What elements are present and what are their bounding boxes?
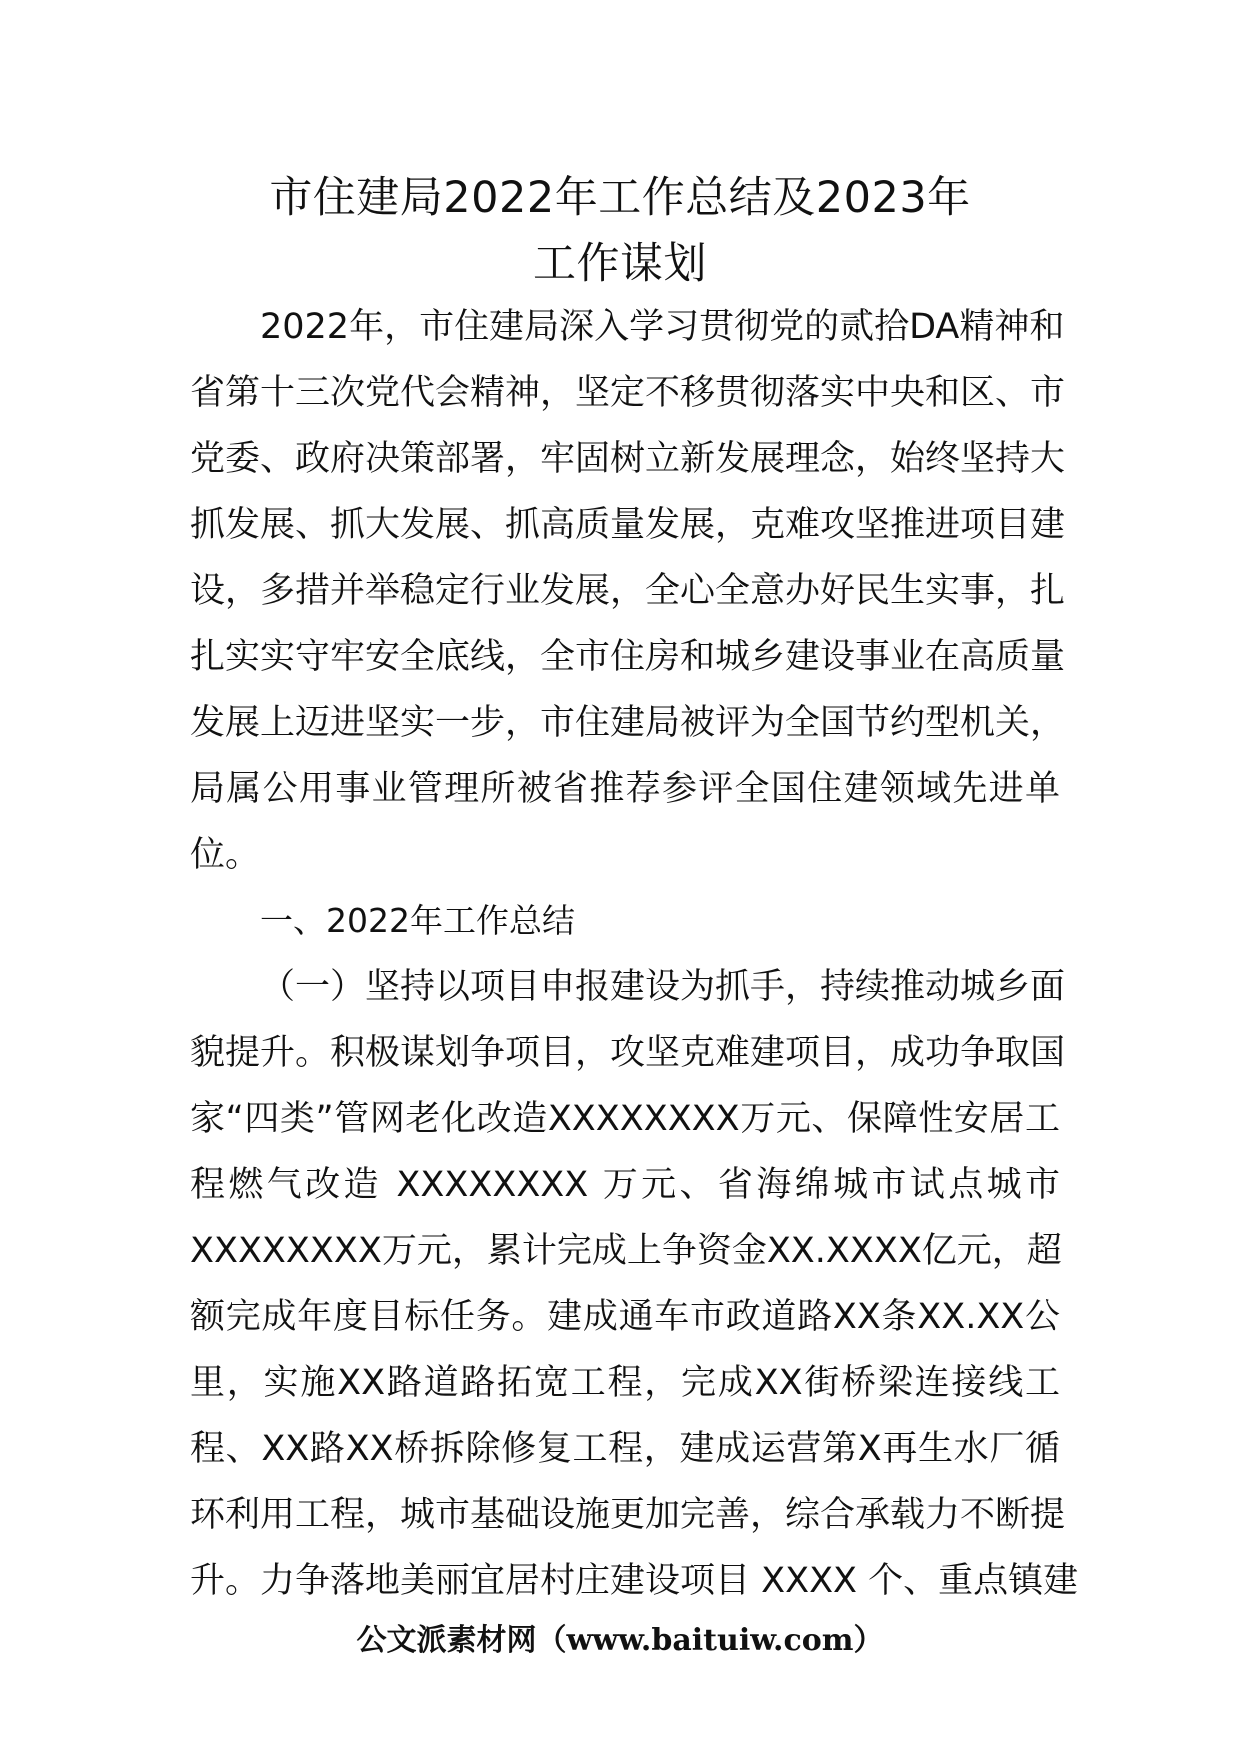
document-title-line-1: 市住建局2022年工作总结及2023年 xyxy=(269,173,971,223)
intro-line: 党委、政府决策部署，牢固树立新发展理念，始终坚持大 xyxy=(190,439,1066,479)
section-line: 程、XX路XX桥拆除修复工程，建成运营第X再生水厂循 xyxy=(190,1429,1060,1469)
section-line: 额完成年度目标任务。建成通车市政道路XX条XX.XX公 xyxy=(190,1297,1060,1337)
section-line: （一）坚持以项目申报建设为抓手，持续推动城乡面 xyxy=(260,967,1066,1007)
section-heading: 一、2022年工作总结 xyxy=(260,901,575,940)
section-line: 里，实施XX路道路拓宽工程，完成XX街桥梁连接线工 xyxy=(190,1363,1060,1403)
section-line: XXXXXXXX万元，累计完成上争资金XX.XXXX亿元，超 xyxy=(190,1231,1062,1271)
intro-line: 省第十三次党代会精神，坚定不移贯彻落实中央和区、市 xyxy=(190,373,1066,413)
document-title-line-2: 工作谋划 xyxy=(533,239,707,289)
intro-line: 发展上迈进坚实一步，市住建局被评为全国节约型机关， xyxy=(190,703,1066,743)
intro-line: 设，多措并举稳定行业发展，全心全意办好民生实事，扎 xyxy=(190,571,1066,611)
intro-line: 2022年，市住建局深入学习贯彻党的贰拾DA精神和 xyxy=(260,307,1065,347)
section-line: 貌提升。积极谋划争项目，攻坚克难建项目，成功争取国 xyxy=(190,1033,1066,1073)
section-line: 家“四类”管网老化改造XXXXXXXX万元、保障性安居工 xyxy=(190,1099,1060,1139)
intro-line: 抓发展、抓大发展、抓高质量发展，克难攻坚推进项目建 xyxy=(190,505,1066,545)
section-line: 升。力争落地美丽宜居村庄建设项目 XXXX 个、重点镇建 xyxy=(190,1561,1079,1601)
section-line: 环利用工程，城市基础设施更加完善，综合承载力不断提 xyxy=(190,1495,1066,1535)
intro-line: 局属公用事业管理所被省推荐参评全国住建领域先进单 xyxy=(190,769,1060,809)
document-body xyxy=(190,294,1079,1614)
section-paragraph xyxy=(190,954,1079,1614)
section-line: 程燃气改造 XXXXXXXX 万元、省海绵城市试点城市 xyxy=(190,1165,1060,1205)
intro-paragraph xyxy=(190,294,1066,888)
intro-line: 扎实实守牢安全底线，全市住房和城乡建设事业在高质量 xyxy=(190,637,1066,677)
intro-line: 位。 xyxy=(190,835,261,875)
footer-watermark-text: 公文派素材网（www.baituiw.com） xyxy=(356,1623,884,1658)
